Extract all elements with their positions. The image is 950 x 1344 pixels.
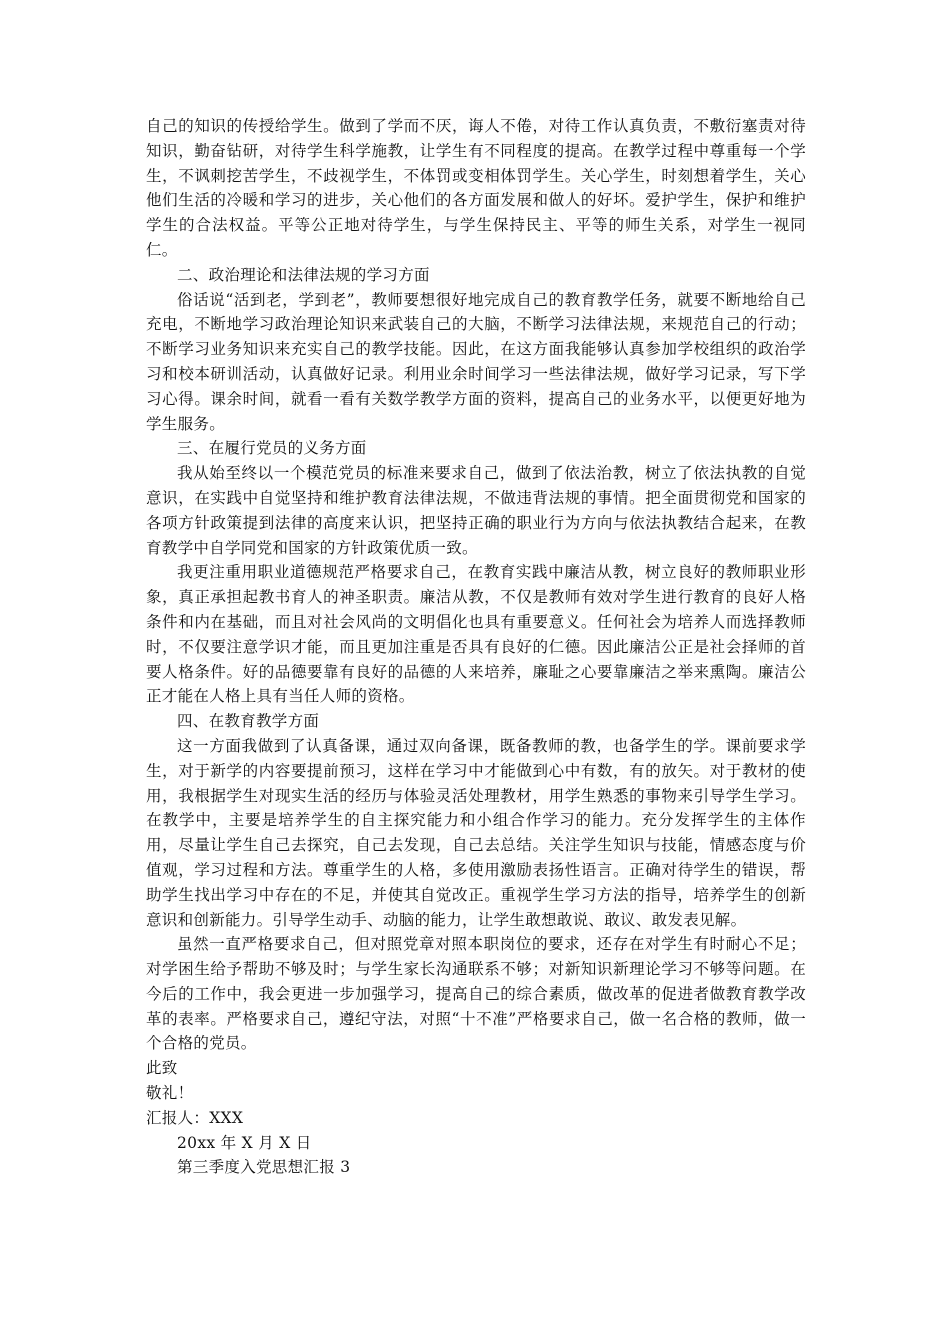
- closing-line: 此致: [146, 1059, 178, 1078]
- body-paragraph: 俗话说“活到老，学到老”，教师要想很好地完成自己的教育教学任务，就要不断地给自己充电，不断地学习政治理论知识来武装自己的大脑，不断学习法律法规，来规范自己的行动；不断学习业务知识来充实自己的教学技能。因此，在这方面我能够认真参加学校组织的政治学习和校本研训活动，认真做好记录。利用业余时间学习一些法律法规，做好学习记录，写下学习心得。课余时间，就看一看有关数学教学方面的资料，提高自己的业务水平，以便更好地为学生服务。: [146, 290, 806, 433]
- body-paragraph: 这一方面我做到了认真备课，通过双向备课，既备教师的教，也备学生的学。课前要求学生，对于新学的内容要提前预习，这样在学习中才能做到心中有数，有的放矢。对于教材的使用，我根据学生对现实生活的经历与体验灵活处理教材，用学生熟悉的事物来引导学生学习。在教学中，主要是培养学生的自主探究能力和小组合作学习的能力。充分发挥学生的主体作用，尽量让学生自己去探究，自己去发现，自己去总结。关注学生知识与技能，情感态度与价值观，学习过程和方法。尊重学生的人格，多使用激励表扬性语言。正确对待学生的错误，帮助学生找出学习中存在的不足，并使其自觉改正。重视学生学习方法的指导，培养学生的创新意识和创新能力。引导学生动手、动脑的能力，让学生敢想敢说、敢议、敢发表见解。: [146, 736, 806, 929]
- body-paragraph: 我从始至终以一个模范党员的标准来要求自己，做到了依法治教，树立了依法执教的自觉意识，在实践中自觉坚持和维护教育法律法规，不做违背法规的事情。把全面贯彻党和国家的各项方针政策提到法律的高度来认识，把坚持正确的职业行为方向与依法执教结合起来，在教育教学中自学同党和国家的方针政策优质一致。: [146, 464, 806, 557]
- document-body: [146, 114, 806, 1180]
- section-heading: 三、在履行党员的义务方面: [177, 439, 367, 458]
- date-line: 20xx 年 X 月 X 日: [177, 1133, 312, 1152]
- section-heading: 四、在教育教学方面: [177, 712, 320, 731]
- next-report-title: 第三季度入党思想汇报 3: [177, 1158, 351, 1177]
- body-paragraph: 自己的知识的传授给学生。做到了学而不厌，诲人不倦，对待工作认真负责，不敷衍塞责对待知识，勤奋钻研，对待学生科学施教，让学生有不同程度的提高。在教学过程中尊重每一个学生，不讽刺挖苦学生，不歧视学生，不体罚或变相体罚学生。关心学生，时刻想着学生，关心他们生活的冷暖和学习的进步，关心他们的各方面发展和做人的好坏。爱护学生，保护和维护学生的合法权益。平等公正地对待学生，与学生保持民主、平等的师生关系，对学生一视同仁。: [146, 117, 806, 259]
- section-heading: 二、政治理论和法律法规的学习方面: [177, 265, 430, 284]
- salutation-line: 敬礼！: [146, 1084, 194, 1103]
- reporter-line: 汇报人：XXX: [146, 1108, 244, 1127]
- body-paragraph: 虽然一直严格要求自己，但对照党章对照本职岗位的要求，还存在对学生有时耐心不足；对学困生给予帮助不够及时；与学生家长沟通联系不够；对新知识新理论学习不够等问题。在今后的工作中，我会更进一步加强学习，提高自己的综合素质，做改革的促进者做教育教学改革的表率。严格要求自己，遵纪守法，对照“十不准”严格要求自己，做一名合格的教师，做一个合格的党员。: [146, 935, 806, 1053]
- body-paragraph: 我更注重用职业道德规范严格要求自己，在教育实践中廉洁从教，树立良好的教师职业形象，真正承担起教书育人的神圣职责。廉洁从教，不仅是教师有效对学生进行教育的良好人格条件和内在基础，而且对社会风尚的文明倡化也具有重要意义。任何社会为培养人而选择教师时，不仅要注意学识才能，而且更加注重是否具有良好的仁德。因此廉洁公正是社会择师的首要人格条件。好的品德要靠有良好的品德的人来培养，廉耻之心要靠廉洁之举来熏陶。廉洁公正才能在人格上具有当任人师的资格。: [146, 563, 806, 706]
